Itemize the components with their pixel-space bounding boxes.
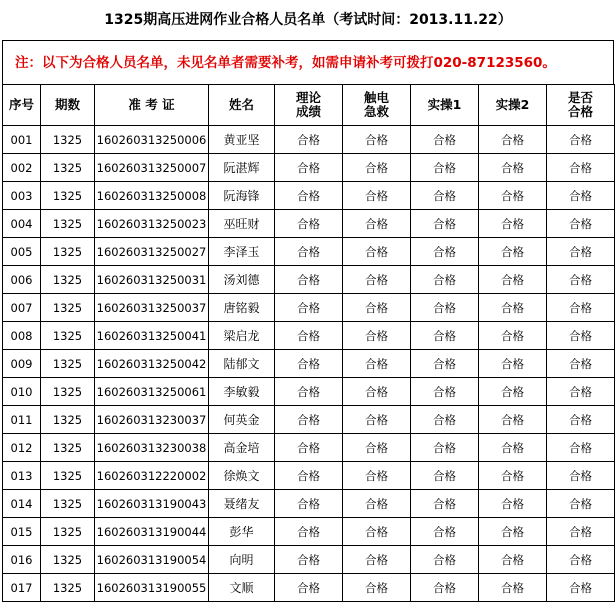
first-aid-cell: 合格 (343, 406, 411, 434)
table-row (3, 238, 615, 266)
exam-id-cell: 160260313250042 (95, 350, 209, 378)
index-cell: 008 (3, 322, 41, 350)
qualified-cell: 合格 (547, 210, 615, 238)
table-row (3, 350, 615, 378)
first-aid-cell: 合格 (343, 378, 411, 406)
exam-id-cell: 160260313250027 (95, 238, 209, 266)
name-cell: 黄亚坚 (209, 126, 275, 154)
table-row (3, 126, 615, 154)
table-row (3, 322, 615, 350)
period-cell: 1325 (41, 490, 95, 518)
exam-id-cell: 160260313250023 (95, 210, 209, 238)
practice-1-cell: 合格 (411, 126, 479, 154)
index-cell: 001 (3, 126, 41, 154)
first-aid-cell: 合格 (343, 154, 411, 182)
table-row (3, 154, 615, 182)
name-cell: 李泽玉 (209, 238, 275, 266)
practice-2-cell: 合格 (479, 322, 547, 350)
index-cell: 013 (3, 462, 41, 490)
name-cell: 何英金 (209, 406, 275, 434)
theory-cell: 合格 (275, 434, 343, 462)
qualified-cell: 合格 (547, 406, 615, 434)
practice-2-cell: 合格 (479, 406, 547, 434)
name-cell: 文顺 (209, 574, 275, 602)
first-aid-cell: 合格 (343, 238, 411, 266)
table-row (3, 574, 615, 602)
name-cell: 聂绪友 (209, 490, 275, 518)
header-practice-1: 实操1 (411, 85, 479, 126)
name-cell: 巫旺财 (209, 210, 275, 238)
period-cell: 1325 (41, 350, 95, 378)
header-first-aid: 触电 急救 (343, 85, 411, 126)
first-aid-cell: 合格 (343, 546, 411, 574)
practice-1-cell: 合格 (411, 574, 479, 602)
theory-cell: 合格 (275, 574, 343, 602)
table-row (3, 294, 615, 322)
name-cell: 唐铭毅 (209, 294, 275, 322)
theory-cell: 合格 (275, 518, 343, 546)
first-aid-cell: 合格 (343, 574, 411, 602)
exam-id-cell: 160260313250041 (95, 322, 209, 350)
first-aid-cell: 合格 (343, 210, 411, 238)
qualified-cell: 合格 (547, 154, 615, 182)
first-aid-cell: 合格 (343, 490, 411, 518)
qualified-cell: 合格 (547, 574, 615, 602)
name-cell: 高金培 (209, 434, 275, 462)
theory-cell: 合格 (275, 154, 343, 182)
name-cell: 彭华 (209, 518, 275, 546)
name-cell: 徐焕文 (209, 462, 275, 490)
table-row (3, 490, 615, 518)
qualified-cell: 合格 (547, 322, 615, 350)
header-index: 序号 (3, 85, 41, 126)
results-table (2, 84, 615, 602)
period-cell: 1325 (41, 462, 95, 490)
exam-id-cell: 160260313250007 (95, 154, 209, 182)
period-cell: 1325 (41, 574, 95, 602)
theory-cell: 合格 (275, 462, 343, 490)
index-cell: 014 (3, 490, 41, 518)
practice-2-cell: 合格 (479, 210, 547, 238)
theory-cell: 合格 (275, 406, 343, 434)
period-cell: 1325 (41, 182, 95, 210)
index-cell: 004 (3, 210, 41, 238)
practice-2-cell: 合格 (479, 126, 547, 154)
practice-1-cell: 合格 (411, 518, 479, 546)
table-body (3, 126, 615, 602)
period-cell: 1325 (41, 434, 95, 462)
name-cell: 李敏毅 (209, 378, 275, 406)
theory-cell: 合格 (275, 490, 343, 518)
practice-1-cell: 合格 (411, 322, 479, 350)
index-cell: 009 (3, 350, 41, 378)
index-cell: 015 (3, 518, 41, 546)
index-cell: 002 (3, 154, 41, 182)
period-cell: 1325 (41, 378, 95, 406)
practice-2-cell: 合格 (479, 490, 547, 518)
qualified-cell: 合格 (547, 350, 615, 378)
period-cell: 1325 (41, 294, 95, 322)
practice-1-cell: 合格 (411, 266, 479, 294)
period-cell: 1325 (41, 210, 95, 238)
header-period: 期数 (41, 85, 95, 126)
exam-id-cell: 160260312220002 (95, 462, 209, 490)
first-aid-cell: 合格 (343, 126, 411, 154)
table-row (3, 406, 615, 434)
practice-2-cell: 合格 (479, 350, 547, 378)
first-aid-cell: 合格 (343, 266, 411, 294)
index-cell: 006 (3, 266, 41, 294)
exam-id-cell: 160260313250061 (95, 378, 209, 406)
theory-cell: 合格 (275, 266, 343, 294)
first-aid-cell: 合格 (343, 294, 411, 322)
name-cell: 陆郁文 (209, 350, 275, 378)
theory-cell: 合格 (275, 182, 343, 210)
index-cell: 007 (3, 294, 41, 322)
table-header-row (3, 85, 615, 126)
exam-id-cell: 160260313190054 (95, 546, 209, 574)
qualified-cell: 合格 (547, 490, 615, 518)
exam-id-cell: 160260313230038 (95, 434, 209, 462)
table-row (3, 378, 615, 406)
practice-1-cell: 合格 (411, 434, 479, 462)
exam-id-cell: 160260313190044 (95, 518, 209, 546)
name-cell: 梁启龙 (209, 322, 275, 350)
exam-id-cell: 160260313190043 (95, 490, 209, 518)
practice-2-cell: 合格 (479, 238, 547, 266)
first-aid-cell: 合格 (343, 462, 411, 490)
qualified-cell: 合格 (547, 434, 615, 462)
page-title: 1325期高压进网作业合格人员名单（考试时间：2013.11.22） (104, 12, 512, 28)
practice-2-cell: 合格 (479, 266, 547, 294)
practice-1-cell: 合格 (411, 238, 479, 266)
name-cell: 阮湛辉 (209, 154, 275, 182)
theory-cell: 合格 (275, 294, 343, 322)
table-row (3, 546, 615, 574)
period-cell: 1325 (41, 546, 95, 574)
practice-2-cell: 合格 (479, 574, 547, 602)
practice-1-cell: 合格 (411, 406, 479, 434)
period-cell: 1325 (41, 322, 95, 350)
practice-1-cell: 合格 (411, 154, 479, 182)
exam-id-cell: 160260313230037 (95, 406, 209, 434)
index-cell: 016 (3, 546, 41, 574)
header-theory: 理论 成绩 (275, 85, 343, 126)
practice-1-cell: 合格 (411, 350, 479, 378)
exam-id-cell: 160260313250006 (95, 126, 209, 154)
qualified-cell: 合格 (547, 462, 615, 490)
practice-1-cell: 合格 (411, 294, 479, 322)
qualified-cell: 合格 (547, 294, 615, 322)
qualified-cell: 合格 (547, 518, 615, 546)
theory-cell: 合格 (275, 126, 343, 154)
practice-1-cell: 合格 (411, 182, 479, 210)
table-row (3, 266, 615, 294)
practice-1-cell: 合格 (411, 546, 479, 574)
table-row (3, 462, 615, 490)
practice-2-cell: 合格 (479, 434, 547, 462)
practice-1-cell: 合格 (411, 490, 479, 518)
qualified-cell: 合格 (547, 546, 615, 574)
name-cell: 向明 (209, 546, 275, 574)
name-cell: 汤刘德 (209, 266, 275, 294)
index-cell: 012 (3, 434, 41, 462)
table-row (3, 210, 615, 238)
qualified-cell: 合格 (547, 126, 615, 154)
practice-2-cell: 合格 (479, 518, 547, 546)
practice-2-cell: 合格 (479, 462, 547, 490)
exam-id-cell: 160260313250031 (95, 266, 209, 294)
index-cell: 003 (3, 182, 41, 210)
index-cell: 005 (3, 238, 41, 266)
theory-cell: 合格 (275, 350, 343, 378)
theory-cell: 合格 (275, 546, 343, 574)
first-aid-cell: 合格 (343, 182, 411, 210)
theory-cell: 合格 (275, 378, 343, 406)
practice-2-cell: 合格 (479, 294, 547, 322)
practice-2-cell: 合格 (479, 154, 547, 182)
first-aid-cell: 合格 (343, 322, 411, 350)
header-practice-2: 实操2 (479, 85, 547, 126)
qualified-cell: 合格 (547, 378, 615, 406)
qualified-cell: 合格 (547, 266, 615, 294)
theory-cell: 合格 (275, 322, 343, 350)
index-cell: 017 (3, 574, 41, 602)
table-row (3, 518, 615, 546)
practice-2-cell: 合格 (479, 378, 547, 406)
table-row (3, 182, 615, 210)
name-cell: 阮海锋 (209, 182, 275, 210)
theory-cell: 合格 (275, 210, 343, 238)
notice-text: 注：以下为合格人员名单，未见名单者需要补考，如需申请补考可拨打020-87123560。 (2, 40, 614, 84)
qualified-cell: 合格 (547, 238, 615, 266)
period-cell: 1325 (41, 518, 95, 546)
first-aid-cell: 合格 (343, 434, 411, 462)
first-aid-cell: 合格 (343, 350, 411, 378)
practice-1-cell: 合格 (411, 462, 479, 490)
header-exam-id: 准 考 证 (95, 85, 209, 126)
index-cell: 010 (3, 378, 41, 406)
header-name: 姓名 (209, 85, 275, 126)
table-row (3, 434, 615, 462)
practice-2-cell: 合格 (479, 182, 547, 210)
first-aid-cell: 合格 (343, 518, 411, 546)
index-cell: 011 (3, 406, 41, 434)
practice-1-cell: 合格 (411, 210, 479, 238)
header-qualified: 是否 合格 (547, 85, 615, 126)
theory-cell: 合格 (275, 238, 343, 266)
period-cell: 1325 (41, 126, 95, 154)
period-cell: 1325 (41, 238, 95, 266)
period-cell: 1325 (41, 154, 95, 182)
exam-id-cell: 160260313250008 (95, 182, 209, 210)
practice-2-cell: 合格 (479, 546, 547, 574)
qualified-cell: 合格 (547, 182, 615, 210)
exam-id-cell: 160260313250037 (95, 294, 209, 322)
period-cell: 1325 (41, 266, 95, 294)
period-cell: 1325 (41, 406, 95, 434)
practice-1-cell: 合格 (411, 378, 479, 406)
exam-id-cell: 160260313190055 (95, 574, 209, 602)
